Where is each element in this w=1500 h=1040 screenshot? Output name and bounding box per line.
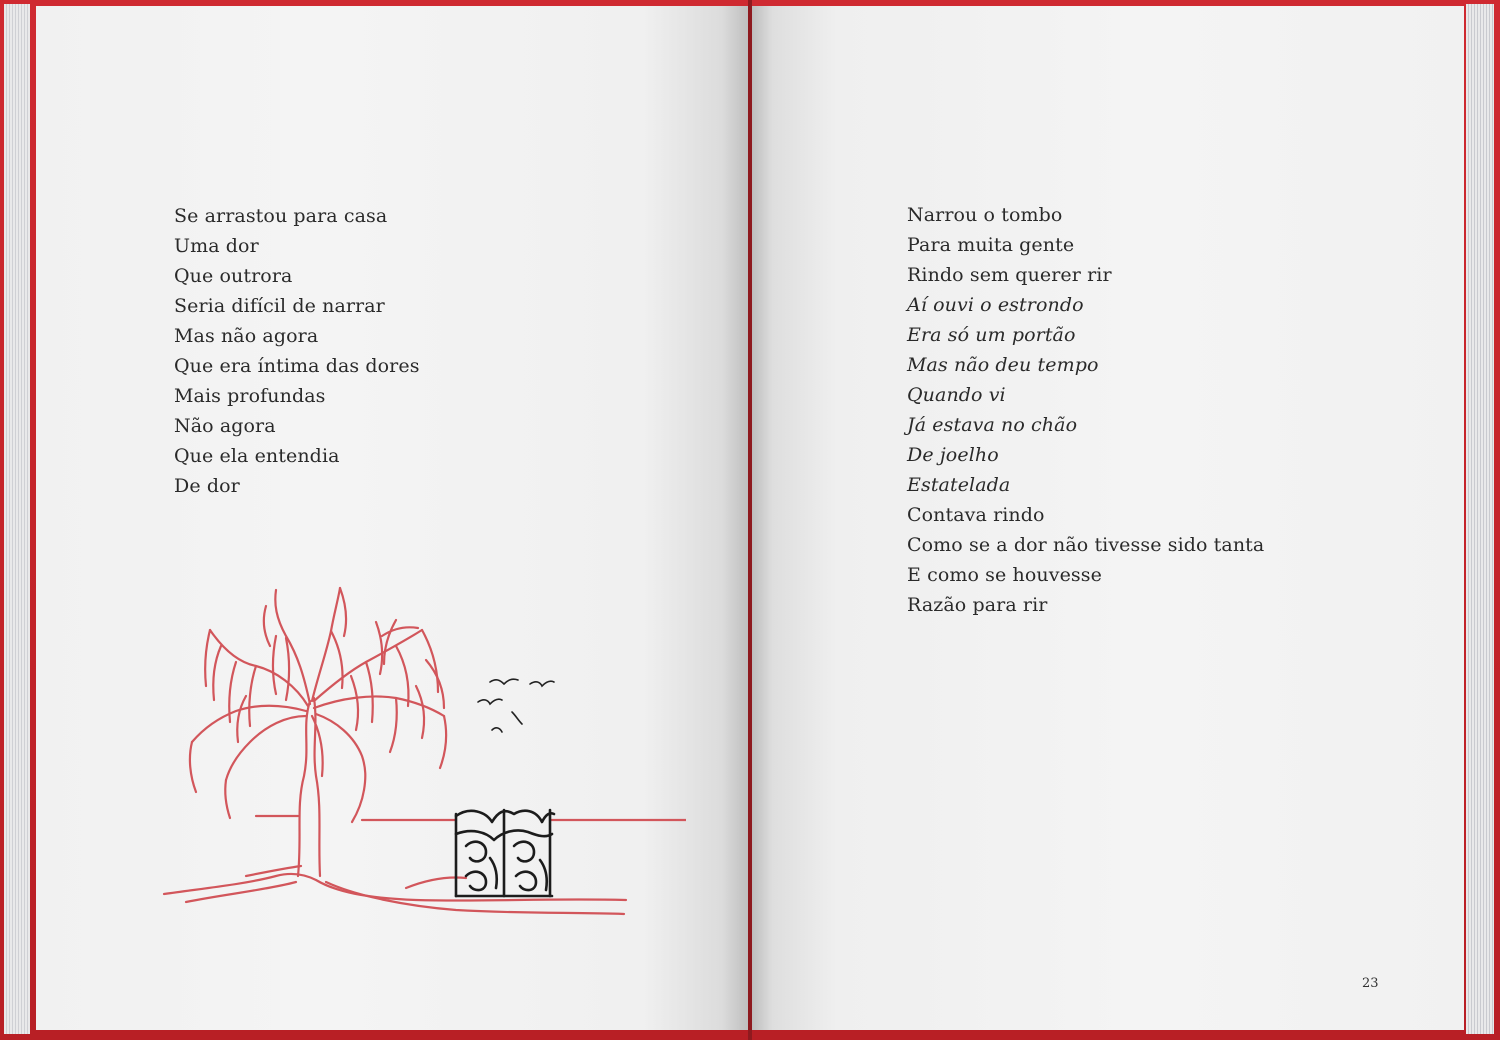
poem-line: Que era íntima das dores xyxy=(174,355,420,377)
poem-line: Mas não deu tempo xyxy=(907,354,1099,376)
poem-line: Como se a dor não tivesse sido tanta xyxy=(907,534,1265,556)
poem-line: Estatelada xyxy=(907,474,1011,496)
poem-line: Se arrastou para casa xyxy=(174,205,388,227)
poem-line: Seria difícil de narrar xyxy=(174,295,385,317)
poem-line: E como se houvesse xyxy=(907,564,1102,586)
poem-line: Mais profundas xyxy=(174,385,326,407)
right-poem xyxy=(907,200,1264,620)
poem-line: De joelho xyxy=(907,444,999,466)
book-gutter xyxy=(748,0,752,1040)
poem-line: Rindo sem querer rir xyxy=(907,264,1112,286)
poem-line: Para muita gente xyxy=(907,234,1075,256)
poem-line: Que ela entendia xyxy=(174,445,340,467)
birds-drawing xyxy=(478,679,554,732)
page-number: 23 xyxy=(1362,976,1379,991)
page-edges-left xyxy=(4,4,30,1034)
poem-line: Não agora xyxy=(174,415,276,437)
tree-and-gate-illustration xyxy=(126,576,686,936)
poem-line: De dor xyxy=(174,475,240,497)
gate-drawing xyxy=(456,810,554,896)
poem-line: Razão para rir xyxy=(907,594,1048,616)
left-poem xyxy=(174,201,420,501)
poem-line: Mas não agora xyxy=(174,325,319,347)
poem-line: Uma dor xyxy=(174,235,259,257)
tree-drawing xyxy=(164,588,686,914)
right-page xyxy=(751,6,1464,1030)
poem-line: Narrou o tombo xyxy=(907,204,1063,226)
poem-line: Já estava no chão xyxy=(907,414,1078,436)
poem-line: Aí ouvi o estrondo xyxy=(907,294,1084,316)
poem-line: Era só um portão xyxy=(907,324,1076,346)
poem-line: Quando vi xyxy=(907,384,1006,406)
poem-line: Contava rindo xyxy=(907,504,1045,526)
poem-line: Que outrora xyxy=(174,265,293,287)
page-edges-right xyxy=(1466,4,1494,1034)
left-page xyxy=(36,6,750,1030)
